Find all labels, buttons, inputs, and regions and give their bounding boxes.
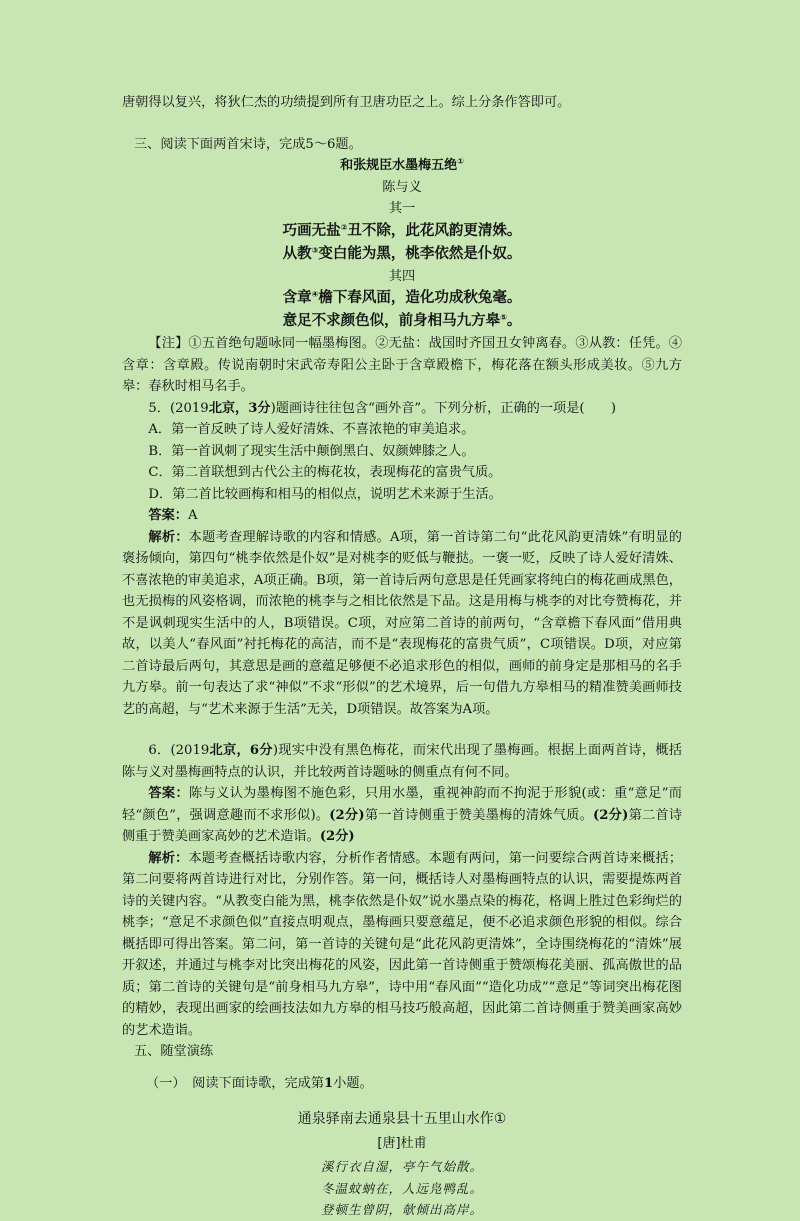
q5-source: 北京，3分	[208, 400, 271, 416]
subheading-text: 小题。	[333, 1075, 373, 1091]
poem-text: 从教	[282, 245, 312, 262]
poem2-author: [唐]杜甫	[377, 1136, 427, 1151]
q5-option-c: C．第二首联想到古代公主的梅花妆，表现梅花的富贵气质。	[148, 465, 502, 480]
poem-text: 意足不求颜色似，前身相马九方皋	[282, 313, 501, 329]
intro-line: 唐朝得以复兴，将狄仁杰的功绩提到所有卫唐功臣之上。综上分条作答即可。	[122, 95, 571, 110]
answer-text: 第二首诗侧重于赞美画家高妙的艺术造诣。	[122, 807, 683, 844]
poem-text: 巧画无盐	[282, 222, 341, 239]
q6-stem	[122, 740, 682, 783]
q5-stem-text: )题画诗往往包含“画外音”。下列分析，正确的一项是( )	[270, 400, 617, 416]
poem-text: 变白能为黑，桃李依然是仆奴。	[318, 245, 522, 262]
q5-answer	[122, 505, 682, 527]
q6-analysis	[122, 848, 682, 1042]
poem-part2-label: 其四	[388, 268, 416, 284]
poem-part1-line1	[122, 220, 682, 243]
answer-label: 答案：	[148, 786, 189, 801]
answer-text: 第一首诗侧重于赞美墨梅的清姝气质。	[364, 807, 593, 823]
q5-option-d: D．第二首比较画梅和相马的相似点，说明艺术来源于生活。	[148, 486, 502, 502]
q5-analysis	[122, 527, 682, 721]
document-page	[122, 92, 682, 1221]
poem-text: 。	[506, 313, 522, 329]
poem-title-note: ①	[457, 157, 464, 166]
score: (2分)	[319, 829, 355, 844]
q6-stem-text: )现实中没有黑色梅花，而宋代出现了墨梅画。根据上面两首诗，概括陈与义对墨梅画特点的认识，并比较两首诗题咏的侧重点有何不同。	[122, 743, 682, 780]
poem2-title: 通泉驿南去通泉县十五里山水作①	[297, 1111, 507, 1127]
poem-note-mark: ⑤	[500, 313, 507, 322]
poem2-line3: 登顿生曾阴，欹倾出高岸。	[320, 1202, 483, 1217]
poem-part1-line2	[122, 243, 682, 266]
score: (2分)	[593, 807, 629, 823]
poem2	[122, 1106, 682, 1221]
score: (2分)	[329, 807, 365, 823]
poem2-line1: 溪行衣自湿，亭午气始散。	[320, 1159, 483, 1174]
analysis-text: 本题考查理解诗歌的内容和情感。A项，第一首诗第二句“此花风韵更清姝”有明显的褒扬倾向，第四句“桃李依然是仆奴”是对桃李的贬低与鞭挞。一褒一贬，反映了诗人爱好清姝、不喜浓艳的审美追求，A项正确。B项，第一首诗后两句意思是任凭画家将纯白的梅花画成黑色，也无损梅的风姿格调，而浓艳的桃李与之相比依然是下品。这是用梅与桃李的对比夸赞梅花，并不是讽刺现实生活中的人，B项错误。C项，对应第二首诗的前两句，“含章檐下春风面”借用典故，以美人“春风面”衬托梅花的高洁，而不是“表现梅花的富贵气质”，C项错误。D项，对应第二首诗最后两句，其意思是画的意蕴足够便不必追求形色的相似，画师的前身定是那相马的名手九方皋。前一句表达了求“神似”不求“形似”的艺术境界，后一句借九方皋相马的精准赞美画师技艺的高超，与“艺术来源于生活”无关，D项错误。故答案为A项。	[122, 529, 682, 717]
q5-option-b: B．第一首讽刺了现实生活中颠倒黑白、奴颜婢膝之人。	[148, 443, 475, 459]
poem-part2-line1	[122, 287, 682, 310]
poem-note-mark: ④	[311, 290, 319, 299]
q6-source: 北京，6分	[209, 743, 273, 758]
answer-label: 答案：	[148, 508, 188, 523]
poem-title	[122, 155, 682, 177]
section3-heading: 三、阅读下面两首宋诗，完成5～6题。	[134, 136, 362, 152]
poem-title-text: 和张规臣水墨梅五绝	[340, 158, 458, 173]
poem-text: 含章	[282, 290, 312, 306]
answer-text: 陈与义认为墨梅图不施色彩，只用水墨，重视神韵而不拘泥于形貌(或：重“意足”而轻“颜色”，强调意趣而不求形似)。	[122, 786, 682, 823]
section5-subheading	[122, 1073, 682, 1095]
analysis-label: 解析：	[148, 850, 189, 866]
poem-text: 檐下春风面，造化功成秋兔毫。	[318, 290, 522, 306]
section5-heading: 五、随堂演练	[134, 1044, 214, 1059]
q5-number: 5．(2019	[148, 400, 209, 416]
q6-number: 6．(2019	[148, 743, 210, 758]
poem2-line2: 冬温蚊蚋在，人远凫鸭乱。	[320, 1180, 483, 1196]
poem-note-mark: ③	[311, 245, 319, 255]
poem-author: 陈与义	[382, 179, 422, 195]
subheading-number: 1	[324, 1075, 334, 1091]
answer-value: A	[187, 508, 198, 523]
poem-part1-label: 其一	[388, 201, 416, 216]
poem-text: 丑不除，此花风韵更清姝。	[347, 222, 522, 239]
analysis-label: 解析：	[148, 529, 189, 545]
poem-note-mark: ②	[340, 222, 348, 232]
q5-option-a: A．第一首反映了诗人爱好清姝、不喜浓艳的审美追求。	[148, 422, 475, 437]
q5-stem	[122, 398, 682, 420]
poem-notes: 【注】①五首绝句题咏同一幅墨梅图。②无盐：战国时齐国丑女钟离春。③从教：任凭。④含章：含章殿。传说南朝时宋武帝寿阳公主卧于含章殿檐下，梅花落在额头形成美妆。⑤九方皋：春秋时相马名手。	[122, 336, 682, 394]
subheading-text: （一） 阅读下面诗歌，完成第	[146, 1075, 325, 1091]
q6-answer	[122, 783, 682, 848]
poem-part2-line2	[122, 310, 682, 333]
analysis-text: 本题考查概括诗歌内容，分析作者情感。本题有两问，第一问要综合两首诗来概括；第二问要将两首诗进行对比，分别作答。第一问，概括诗人对墨梅画特点的认识，需要提炼两首诗的关键内容。“从教变白能为黑，桃李依然是仆奴”说水墨点染的梅花，格调上胜过色彩绚烂的桃李；“意足不求颜色似”直接点明观点，墨梅画只要意蕴足，便不必追求颜色形貌的相似。综合概括即可得出答案。第二问，第一首诗的关键句是“此花风韵更清姝”，全诗围绕梅花的“清姝”展开叙述，并通过与桃李对比突出梅花的风姿，因此第一首诗侧重于赞颂梅花美丽、孤高傲世的品质；第二首诗的关键句是“前身相马九方皋”，诗中用“春风面”“造化功成”“意足”等词突出梅花图的精妙，表现出画家的绘画技法如九方皋的相马技巧般高超，因此第二首诗侧重于赞美画家高妙的艺术造诣。	[122, 850, 683, 1038]
